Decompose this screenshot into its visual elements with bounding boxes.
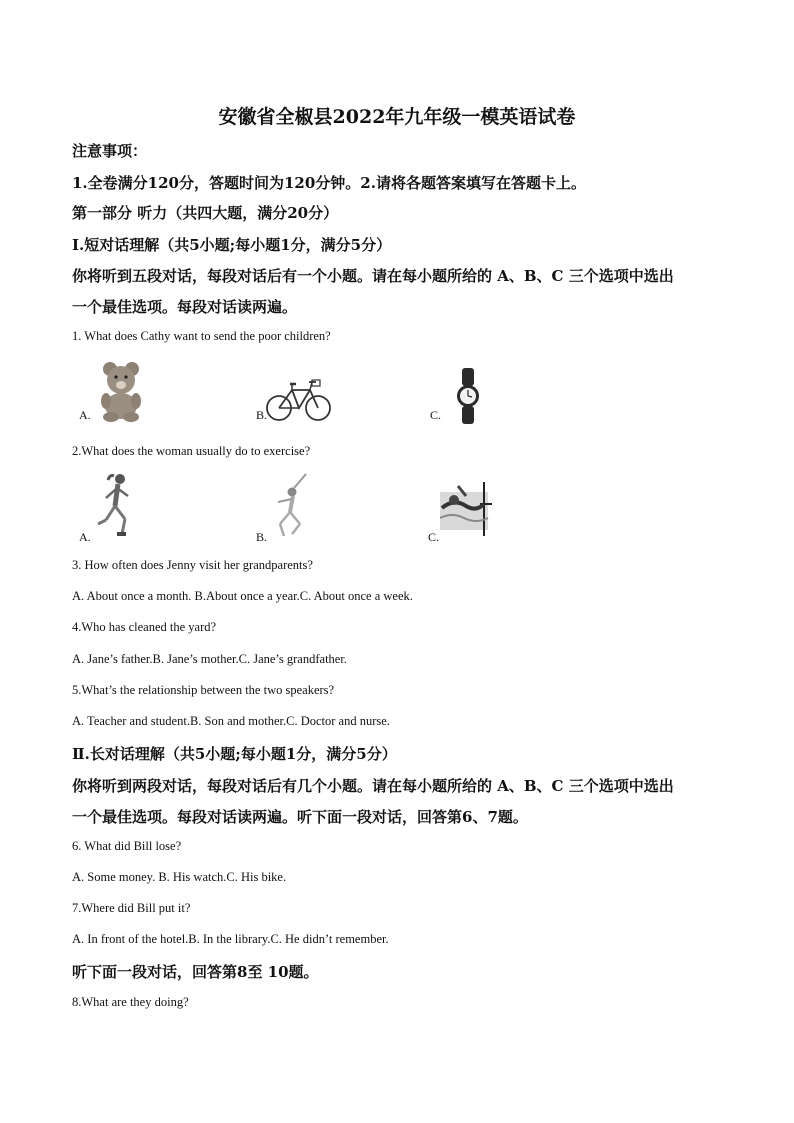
q1-option-a-label: A. — [79, 408, 91, 422]
q4-options: A. Jane’s father.B. Jane’s mother.C. Jane’s grandfather. — [72, 652, 347, 666]
q2-text: 2.What does the woman usually do to exercise? — [72, 444, 311, 458]
q5-text: 5.What’s the relationship between the two speakers? — [72, 683, 335, 697]
notice-line: 1.全卷满分120分，答题时间为120分钟。2.请将各题答案填写在答题卡上。 — [72, 174, 586, 192]
part1-heading: 第一部分 听力（共四大题，满分20分） — [72, 204, 339, 222]
bicycle-icon — [266, 378, 332, 427]
wristwatch-icon — [455, 368, 481, 429]
q3-options: A. About once a month. B.About once a year.C. About once a week. — [72, 589, 413, 603]
q2-option-a-label: A. — [79, 530, 91, 544]
q2-option-c-label: C. — [428, 530, 440, 544]
q6-options: A. Some money. B. His watch.C. His bike. — [72, 870, 287, 884]
section2-instructions-line2: 一个最佳选项。每段对话读两遍。听下面一段对话，回答第6、7题。 — [72, 808, 528, 826]
section2-heading: Ⅱ.长对话理解（共5小题;每小题1分，满分5分） — [72, 745, 397, 763]
q8-text: 8.What are they doing? — [72, 995, 189, 1009]
swimming-icon — [440, 478, 494, 545]
q4-text: 4.Who has cleaned the yard? — [72, 620, 217, 634]
q3-text: 3. How often does Jenny visit her grandparents? — [72, 558, 313, 572]
running-woman-icon — [96, 472, 136, 543]
section2-instructions-line1: 你将听到两段对话，每段对话后有几个小题。请在每小题所给的 A、B、C 三个选项中选出 — [72, 777, 674, 795]
q7-text: 7.Where did Bill put it? — [72, 901, 191, 915]
teddy-bear-icon — [96, 360, 146, 427]
q1-option-b-label: B. — [256, 408, 268, 422]
q7-options: A. In front of the hotel.B. In the library.C. He didn’t remember. — [72, 932, 389, 946]
q1-option-c-label: C. — [430, 408, 442, 422]
page-title: 安徽省全椒县2022年九年级一模英语试卷 — [218, 106, 576, 128]
section1-heading: Ⅰ.短对话理解（共5小题;每小题1分，满分5分） — [72, 236, 392, 254]
q2-option-b-label: B. — [256, 530, 268, 544]
q6-text: 6. What did Bill lose? — [72, 839, 182, 853]
notice-heading: 注意事项： — [72, 142, 148, 160]
section1-instructions-line2: 一个最佳选项。每段对话读两遍。 — [72, 298, 298, 316]
dialogue2-heading: 听下面一段对话，回答第8至 10题。 — [72, 963, 319, 981]
q5-options: A. Teacher and student.B. Son and mother.C. Doctor and nurse. — [72, 714, 390, 728]
section1-instructions-line1: 你将听到五段对话，每段对话后有一个小题。请在每小题所给的 A、B、C 三个选项中选出 — [72, 267, 674, 285]
q1-text: 1. What does Cathy want to send the poor children? — [72, 329, 331, 343]
dancing-woman-icon — [272, 472, 318, 543]
